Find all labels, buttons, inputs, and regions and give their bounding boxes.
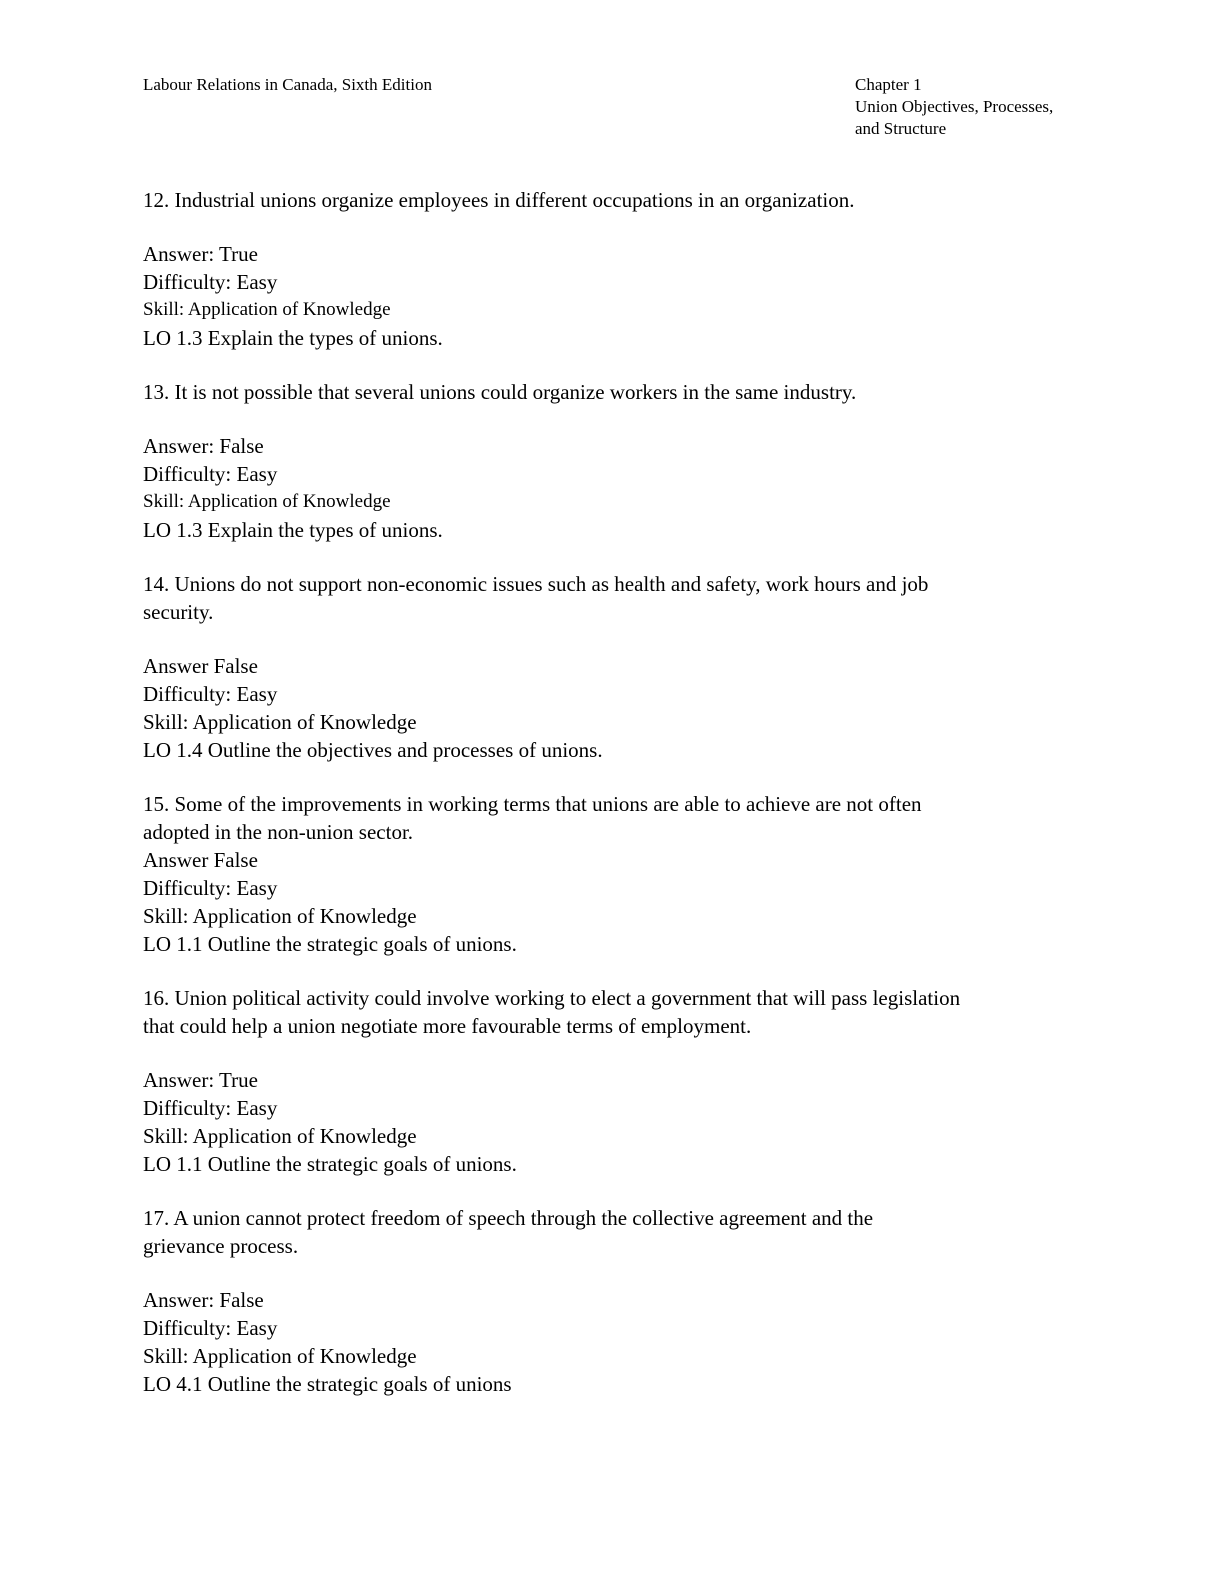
question-text: 12. Industrial unions organize employees in different occupations in an organization.: [143, 188, 855, 212]
question-text-line-1: 15. Some of the improvements in working terms that unions are able to achieve are not often: [143, 792, 922, 816]
question-item-15: [143, 790, 1073, 958]
book-title: Labour Relations in Canada, Sixth Edition: [143, 75, 432, 94]
question-item-13: [143, 378, 1073, 544]
answer: Answer: True: [143, 242, 258, 266]
difficulty: Difficulty: Easy: [143, 270, 278, 294]
chapter-heading: [855, 74, 1095, 140]
skill: Skill: Application of Knowledge: [143, 710, 417, 734]
question-item-12: [143, 186, 1073, 352]
question-list: [143, 186, 1073, 1424]
learning-objective: LO 1.3 Explain the types of unions.: [143, 518, 443, 542]
question-item-14: [143, 570, 1073, 764]
question-item-17: [143, 1204, 1073, 1398]
question-text-line-2: that could help a union negotiate more favourable terms of employment.: [143, 1014, 752, 1038]
difficulty: Difficulty: Easy: [143, 876, 278, 900]
skill: Skill: Application of Knowledge: [143, 299, 391, 320]
question-text-line-1: 17. A union cannot protect freedom of speech through the collective agreement and the: [143, 1206, 874, 1230]
chapter-title-line-1: Union Objectives, Processes,: [855, 97, 1054, 116]
skill: Skill: Application of Knowledge: [143, 1344, 417, 1368]
question-item-16: [143, 984, 1073, 1178]
learning-objective: LO 1.4 Outline the objectives and processes of unions.: [143, 738, 603, 762]
learning-objective: LO 1.3 Explain the types of unions.: [143, 326, 443, 350]
learning-objective: LO 1.1 Outline the strategic goals of unions.: [143, 1152, 517, 1176]
question-text-line-1: 16. Union political activity could involve working to elect a government that will pass legislation: [143, 986, 961, 1010]
answer: Answer False: [143, 654, 258, 678]
question-text-line-1: 14. Unions do not support non-economic issues such as health and safety, work hours and job: [143, 572, 929, 596]
learning-objective: LO 4.1 Outline the strategic goals of unions: [143, 1372, 512, 1396]
question-text-line-2: adopted in the non-union sector.: [143, 820, 414, 844]
answer: Answer False: [143, 848, 258, 872]
difficulty: Difficulty: Easy: [143, 1096, 278, 1120]
question-text-line-2: grievance process.: [143, 1234, 299, 1258]
skill: Skill: Application of Knowledge: [143, 904, 417, 928]
difficulty: Difficulty: Easy: [143, 1316, 278, 1340]
question-text-line-2: security.: [143, 600, 214, 624]
answer: Answer: False: [143, 1288, 264, 1312]
difficulty: Difficulty: Easy: [143, 682, 278, 706]
learning-objective: LO 1.1 Outline the strategic goals of unions.: [143, 932, 517, 956]
answer: Answer: False: [143, 434, 264, 458]
skill: Skill: Application of Knowledge: [143, 491, 391, 512]
answer: Answer: True: [143, 1068, 258, 1092]
chapter-number: Chapter 1: [855, 75, 922, 94]
difficulty: Difficulty: Easy: [143, 462, 278, 486]
chapter-title-line-2: and Structure: [855, 119, 947, 138]
skill: Skill: Application of Knowledge: [143, 1124, 417, 1148]
question-text: 13. It is not possible that several unions could organize workers in the same industry.: [143, 380, 857, 404]
